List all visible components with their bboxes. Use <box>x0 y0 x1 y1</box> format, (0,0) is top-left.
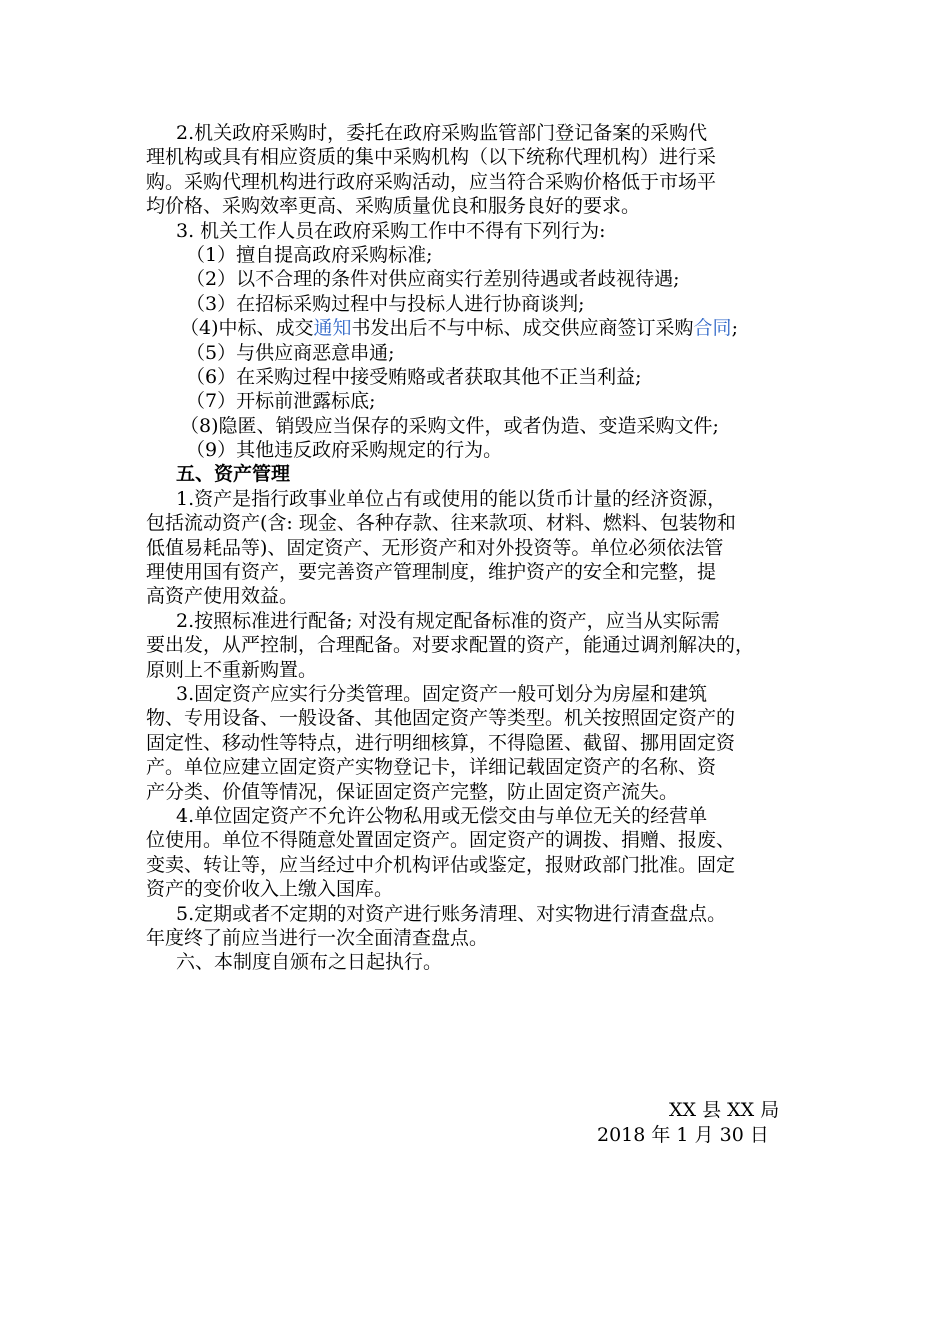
list-item <box>180 316 806 340</box>
list-item: （5）与供应商恶意串通; <box>186 341 395 364</box>
list-item: （7）开标前泄露标底; <box>186 390 376 413</box>
paragraph-line: 变卖、转让等，应当经过中介机构评估或鉴定，报财政部门批准。固定 <box>146 853 736 876</box>
paragraph-line: 固定性、移动性等特点，进行明细核算，不得隐匿、截留、挪用固定资 <box>146 731 736 754</box>
signature-date: 2018 年 1 月 30 日 <box>597 1124 769 1146</box>
paragraph-line: 高资产使用效益。 <box>146 585 299 608</box>
paragraph-line: 3. 机关工作人员在政府采购工作中不得有下列行为: <box>176 219 606 242</box>
list-item: （8)隐匿、销毁应当保存的采购文件，或者伪造、变造采购文件; <box>180 414 719 437</box>
list-item: （3）在招标采购过程中与投标人进行协商谈判; <box>186 292 585 315</box>
document-body <box>146 121 806 975</box>
notice-link[interactable]: 通知 <box>313 317 352 340</box>
list-item: （6）在采购过程中接受贿赂或者获取其他不正当利益; <box>186 365 642 388</box>
section-heading-final: 六、本制度自颁布之日起执行。 <box>176 951 443 974</box>
paragraph-line: 理使用国有资产，要完善资产管理制度，维护资产的安全和完整，提 <box>146 561 717 584</box>
paragraph-line: 4.单位固定资产不允许公物私用或无偿交由与单位无关的经营单 <box>176 804 708 827</box>
paragraph-line: 购。采购代理机构进行政府采购活动，应当符合采购价格低于市场平 <box>146 170 717 193</box>
paragraph-line: 位使用。单位不得随意处置固定资产。固定资产的调拨、捐赠、报废、 <box>146 829 736 852</box>
paragraph-line: 均价格、采购效率更高、采购质量优良和服务良好的要求。 <box>146 195 641 218</box>
paragraph-line: 物、专用设备、一般设备、其他固定资产等类型。机关按照固定资产的 <box>146 707 736 730</box>
paragraph-line: 低值易耗品等)、固定资产、无形资产和对外投资等。单位必须依法管 <box>146 536 724 559</box>
paragraph-line: 2.机关政府采购时，委托在政府采购监管部门登记备案的采购代 <box>176 122 708 144</box>
paragraph-line: 2.按照标准进行配备; 对没有规定配备标准的资产，应当从实际需 <box>176 609 720 632</box>
paragraph-line: 产分类、价值等情况，保证固定资产完整，防止固定资产流失。 <box>146 780 679 803</box>
paragraph-line: 要出发，从严控制，合理配备。对要求配置的资产，能通过调剂解决的， <box>146 634 755 657</box>
paragraph-line: 年度终了前应当进行一次全面清查盘点。 <box>146 926 489 949</box>
paragraph-line: 1.资产是指行政事业单位占有或使用的能以货币计量的经济资源， <box>176 487 727 510</box>
paragraph-line: 3.固定资产应实行分类管理。固定资产一般可划分为房屋和建筑 <box>176 682 708 705</box>
paragraph-line: 包括流动资产(含: 现金、各种存款、往来款项、材料、燃料、包装物和 <box>146 512 736 535</box>
paragraph-line: 原则上不重新购置。 <box>146 658 318 681</box>
contract-link[interactable]: 合同 <box>693 317 732 340</box>
list-item: （1）擅自提高政府采购标准; <box>186 243 433 266</box>
paragraph-line: 产。单位应建立固定资产实物登记卡，详细记载固定资产的名称、资 <box>146 756 717 779</box>
signature-organization: XX 县 XX 局 <box>669 1099 780 1121</box>
list-item: （9）其他违反政府采购规定的行为。 <box>186 439 503 462</box>
list-item-text: （4)中标、成交 <box>180 317 314 340</box>
section-heading: 五、资产管理 <box>176 463 291 486</box>
paragraph-line: 资产的变价收入上缴入国库。 <box>146 878 394 901</box>
list-item: （2）以不合理的条件对供应商实行差别待遇或者歧视待遇; <box>186 268 680 291</box>
list-item-text: 书发出后不与中标、成交供应商签订采购 <box>351 317 694 340</box>
paragraph-line: 5.定期或者不定期的对资产进行账务清理、对实物进行清查盘点。 <box>176 902 727 925</box>
list-item-text: ; <box>731 317 738 340</box>
paragraph-line: 理机构或具有相应资质的集中采购机构（以下统称代理机构）进行采 <box>146 146 717 169</box>
